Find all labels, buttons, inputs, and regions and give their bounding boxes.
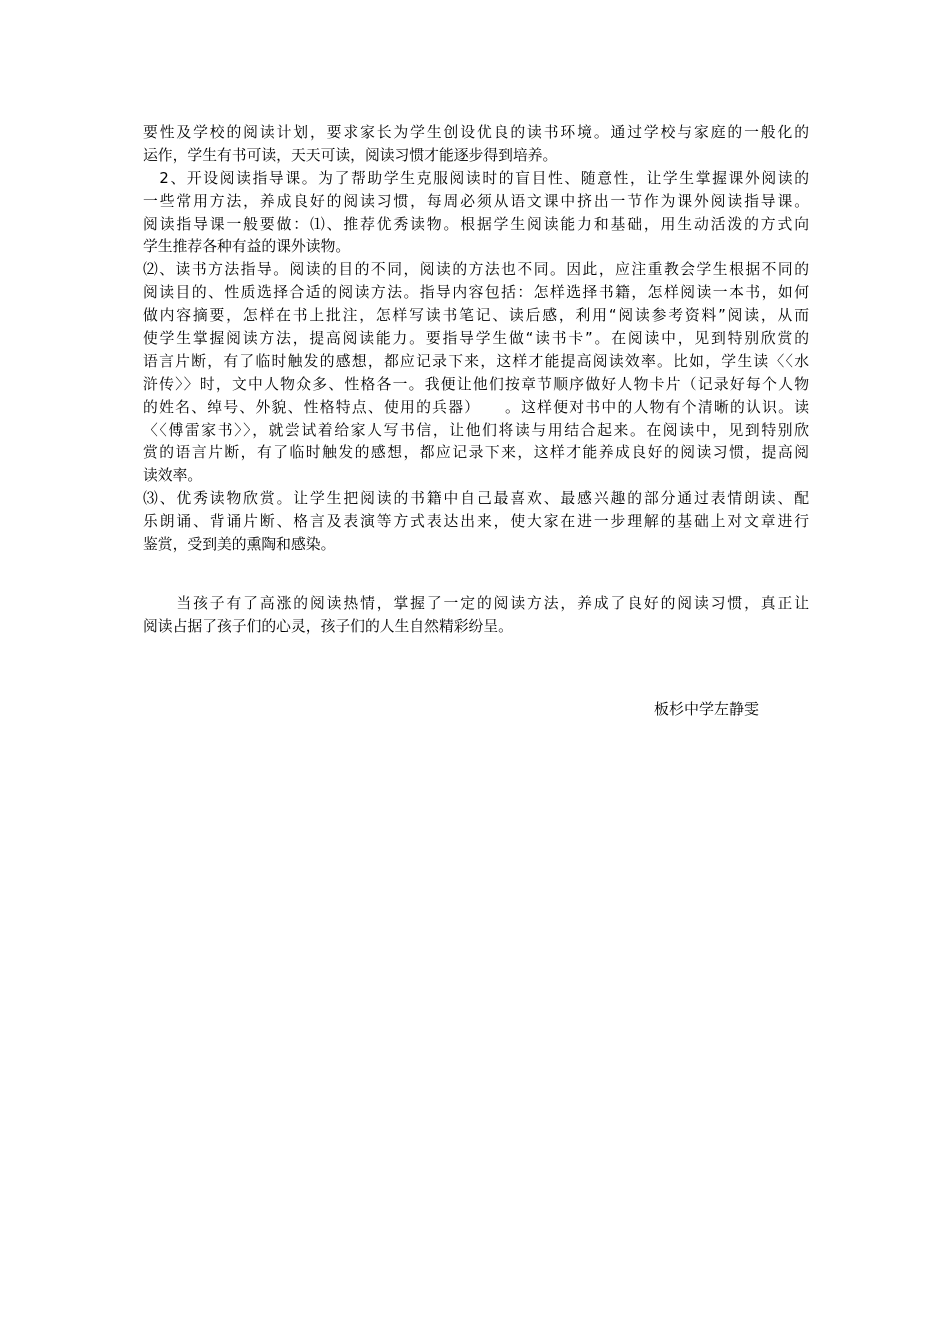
paragraph-spacer (143, 557, 809, 593)
paragraph-excellent-reading-appreciation (143, 488, 809, 557)
paragraph-conclusion (143, 593, 809, 639)
text-line: 浒传〉〉时，文中人物众多、性格各一。我便让他们按章节顺序做好人物卡片（记录好每个人物 (143, 375, 809, 393)
text-line: 学生推荐各种有益的课外读物。 (143, 238, 351, 256)
text-line: 阅读占据了孩子们的心灵，孩子们的人生自然精彩纷呈。 (143, 617, 513, 635)
text-line: 鉴赏，受到美的熏陶和感染。 (143, 536, 336, 554)
paragraph-reading-method-guidance (143, 259, 809, 488)
paragraph-reading-guidance-class (143, 168, 809, 260)
text-line: 2、开设阅读指导课。为了帮助学生克服阅读时的盲目性、随意性，让学生掌握课外阅读的 (143, 169, 809, 187)
text-line: 赏的语言片断，有了临时触发的感想，都应记录下来，这样才能养成良好的阅读习惯，提高阅 (143, 444, 809, 462)
text-line: 一些常用方法，养成良好的阅读习惯，每周必须从语文课中挤出一节作为课外阅读指导课。 (143, 192, 809, 210)
text-line: 乐朗诵、背诵片断、格言及表演等方式表达出来，使大家在进一步理解的基础上对文章进行 (143, 513, 809, 531)
text-line: 阅读指导课一般要做：⑴、推荐优秀读物。根据学生阅读能力和基础，用生动活泼的方式向 (143, 215, 809, 233)
author-signature: 板杉中学左静雯 (654, 700, 760, 718)
text-line: 要性及学校的阅读计划，要求家长为学生创设优良的读书环境。通过学校与家庭的一般化的 (143, 124, 809, 141)
text-line: 做内容摘要，怎样在书上批注，怎样写读书笔记、读后感，利用“阅读参考资料”阅读，从而 (143, 307, 809, 325)
text-line: ⑶、优秀读物欣赏。让学生把阅读的书籍中自己最喜欢、最感兴趣的部分通过表情朗读、配 (143, 490, 809, 508)
text-line: 运作，学生有书可读，天天可读，阅读习惯才能逐步得到培养。 (143, 146, 558, 164)
text-line: ⑵、读书方法指导。阅读的目的不同，阅读的方法也不同。因此，应注重教会学生根据不同的 (143, 261, 809, 279)
text-line: 语言片断，有了临时触发的感想，都应记录下来，这样才能提高阅读效率。比如，学生读〈〈水 (143, 352, 809, 370)
document-body (143, 122, 809, 639)
paragraph-home-school-cooperation (143, 122, 809, 168)
text-line: 读效率。 (143, 467, 203, 485)
text-line: 阅读目的、性质选择合适的阅读方法。指导内容包括：怎样选择书籍，怎样阅读一本书，如何 (143, 284, 809, 302)
text-line: 的姓名、绰号、外貌、性格特点、使用的兵器） 。这样便对书中的人物有个清晰的认识。读 (143, 398, 809, 416)
text-line: 使学生掌握阅读方法，提高阅读能力。要指导学生做“读书卡”。在阅读中，见到特别欣赏的 (143, 330, 809, 348)
text-line: 当孩子有了高涨的阅读热情，掌握了一定的阅读方法，养成了良好的阅读习惯，真正让 (143, 594, 809, 612)
text-line: 〈〈傅雷家书〉〉，就尝试着给家人写书信，让他们将读与用结合起来。在阅读中，见到特别欣 (143, 421, 809, 439)
